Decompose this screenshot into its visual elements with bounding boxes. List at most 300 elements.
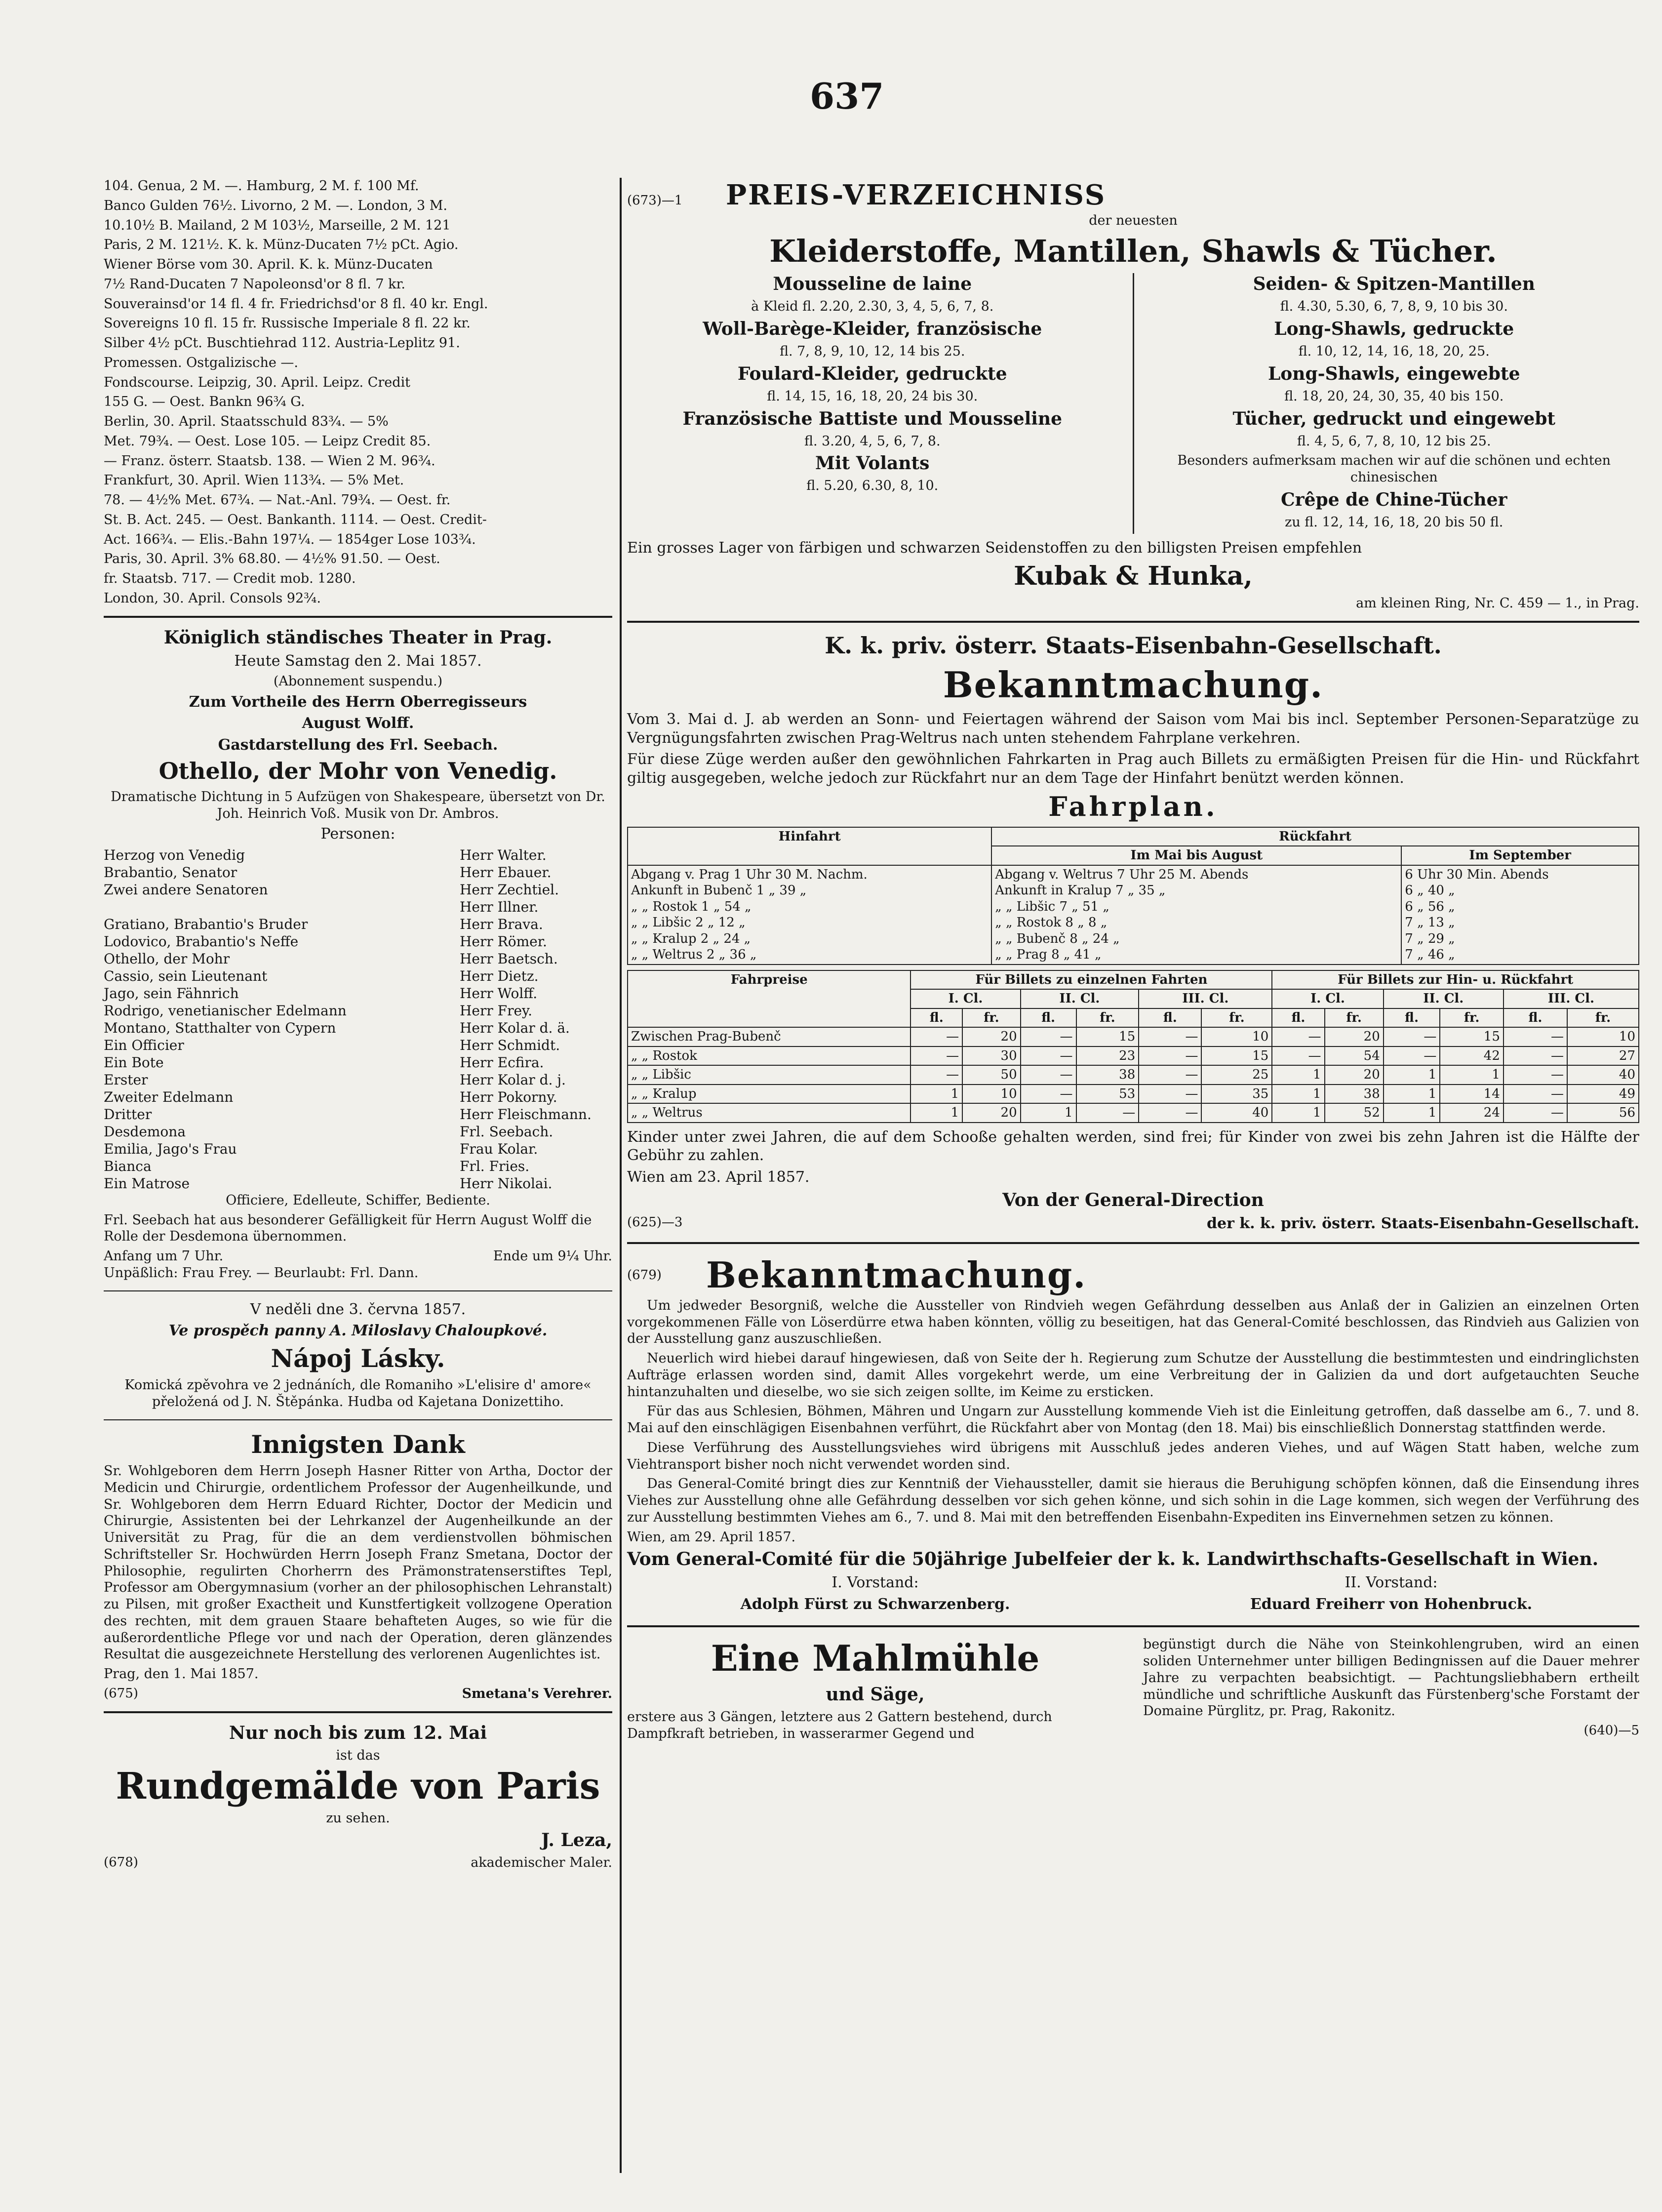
timetable-line: „ „ Weltrus 2 „ 36 „ xyxy=(631,947,757,963)
cast-row xyxy=(104,1140,612,1158)
cast-role xyxy=(104,898,460,916)
mill-ad xyxy=(627,1636,1639,1745)
timetable-line: „ „ Libšic 7 „ 51 „ xyxy=(995,899,1109,914)
unit-fl: fl. xyxy=(1504,1008,1567,1028)
panorama-notice xyxy=(104,1722,612,1872)
divider xyxy=(104,616,612,618)
theatre-guest: Gastdarstellung des Frl. Seebach. xyxy=(218,736,498,754)
cast-role: Gratiano, Brabantio's Bruder xyxy=(104,916,308,932)
route-row xyxy=(628,1065,1639,1085)
exchange-line: 7½ Rand-Ducaten 7 Napoleonsd'or 8 fl. 7 kr. xyxy=(104,276,405,292)
timetable-line: 7 „ 13 „ xyxy=(1405,915,1455,930)
cast-role: Emilia, Jago's Frau xyxy=(104,1140,237,1157)
cast-actor: Herr Walter. xyxy=(460,846,547,863)
exchange-line: Wiener Börse vom 30. April. K. k. Münz-Ducaten xyxy=(104,257,433,272)
cast-actor: Herr Brava. xyxy=(460,916,543,932)
route-price: 40 xyxy=(1201,1103,1272,1123)
preis-item-name: Mit Volants xyxy=(815,453,930,474)
route-price: 20 xyxy=(1325,1027,1384,1046)
route-price: 15 xyxy=(1076,1027,1139,1046)
timetable-line: „ „ Rostok 1 „ 54 „ xyxy=(631,899,752,914)
end-time: Ende um 9¼ Uhr. xyxy=(493,1248,612,1264)
route-price: 1 xyxy=(1384,1065,1440,1085)
route-price: — xyxy=(1504,1027,1567,1046)
preis-address: am kleinen Ring, Nr. C. 459 — 1., in Prag. xyxy=(1356,596,1639,611)
panorama-role: akademischer Maler. xyxy=(471,1855,612,1871)
timetable-line: 7 „ 46 „ xyxy=(1405,947,1455,963)
v2-label: II. Vorstand: xyxy=(1345,1574,1438,1592)
cattle-committee: Vom General-Comité für die 50jährige Jubelfeier der k. k. Landwirthschafts-Gesellschaft in Wien. xyxy=(627,1549,1599,1570)
timetable-line: 6 „ 40 „ xyxy=(1405,883,1455,898)
route-price: — xyxy=(910,1027,962,1046)
cast-actor: Herr Kolar d. j. xyxy=(460,1071,566,1088)
fahrpreise-header: Fahrpreise xyxy=(628,970,910,1028)
timetable-line: Abgang v. Prag 1 Uhr 30 M. Nachm. xyxy=(631,867,868,882)
exchange-line: 78. — 4½% Met. 67¾. — Nat.-Anl. 79¾. — Oest. fr. xyxy=(104,492,451,508)
start-time: Anfang um 7 Uhr. xyxy=(104,1248,224,1264)
route-price: 50 xyxy=(962,1065,1020,1085)
preis-item-name: Woll-Barège-Kleider, französische xyxy=(703,319,1042,339)
panorama-line3: zu sehen. xyxy=(326,1810,390,1826)
preis-item-name: Mousseline de laine xyxy=(773,274,972,295)
cast-row xyxy=(104,1002,612,1019)
railway-company: K. k. priv. österr. Staats-Eisenbahn-Gesellschaft. xyxy=(825,632,1442,659)
route-price: 1 xyxy=(1384,1085,1440,1104)
cast-row xyxy=(104,1106,612,1123)
divider xyxy=(104,1419,612,1420)
thanks-place: Prag, den 1. Mai 1857. xyxy=(104,1666,259,1682)
preis-item-name: Französische Battiste und Mousseline xyxy=(682,408,1063,429)
route-row xyxy=(628,1103,1639,1123)
cattle-paragraph: Diese Verführung des Ausstellungsviehes wird übrigens mit Ausschluß jedes anderen Viehes, und auf Wägen Statt haben, welche zum Viehtransport bisher noch nicht verwendet worden sind. xyxy=(627,1440,1639,1472)
cast-role: Desdemona xyxy=(104,1123,186,1140)
preis-item-price: à Kleid fl. 2.20, 2.30, 3, 4, 5, 6, 7, 8. xyxy=(751,299,994,315)
route-price: 10 xyxy=(1567,1027,1639,1046)
timetable-line: Abgang v. Weltrus 7 Uhr 25 M. Abends xyxy=(995,867,1249,882)
cast-role: Rodrigo, venetianischer Edelmann xyxy=(104,1002,347,1019)
route-price: — xyxy=(910,1046,962,1066)
cast-role: Ein Officier xyxy=(104,1037,184,1053)
timetable-line: „ „ Rostok 8 „ 8 „ xyxy=(995,915,1108,930)
route-price: — xyxy=(1021,1065,1076,1085)
cast-actor: Herr Illner. xyxy=(460,898,539,915)
route-price: 1 xyxy=(1272,1103,1324,1123)
exchange-line: Banco Gulden 76½. Livorno, 2 M. —. London, 3 M. xyxy=(104,198,447,213)
route-price: — xyxy=(1076,1103,1139,1123)
sept-header: Im September xyxy=(1401,846,1639,865)
class-header: III. Cl. xyxy=(1504,989,1639,1008)
route-name: „ „ Kralup xyxy=(628,1085,910,1104)
railway-title: Bekanntmachung. xyxy=(943,664,1324,706)
czech-date: V neděli dne 3. června 1857. xyxy=(250,1300,466,1318)
exchange-line: Paris, 2 M. 121½. K. k. Münz-Ducaten 7½ pCt. Agio. xyxy=(104,237,459,253)
route-body xyxy=(628,1027,1639,1123)
route-price: 1 xyxy=(1272,1065,1324,1085)
cast-row xyxy=(104,933,612,950)
cast-actor: Herr Wolff. xyxy=(460,985,538,1002)
v1-name: Adolph Fürst zu Schwarzenberg. xyxy=(740,1595,1010,1613)
v1-label: I. Vorstand: xyxy=(831,1574,919,1592)
newspaper-page xyxy=(59,30,1639,2183)
cast-role: Jago, sein Fähnrich xyxy=(104,985,239,1002)
exchange-line: — Franz. österr. Staatsb. 138. — Wien 2 M. 96¾. xyxy=(104,453,435,469)
fahrplan-table xyxy=(627,827,1639,965)
einzel-header: Für Billets zu einzelnen Fahrten xyxy=(910,970,1272,990)
thanks-text: Sr. Wohlgeboren dem Herrn Joseph Hasner Ritter von Artha, Doctor der Medicin und Chirurgie, ordentlichem Professor der Augenheilkunde, und Sr. Wohlgeboren dem Herrn Eduard Richter, Doctor der Medicin und Chirurgie, Assistenten bei der Lehrkanzel der Augenheilkunde an der Universität zu Prag, für die an dem verdienstvollen böhmischen Schriftsteller Sr. Hochwürden Herrn Joseph Franz Smetana, Doctor der Philosophie, regulirten Chorherrn des Prämonstratenserstiftes Tepl, Professor am Obergymnasium (vorher an der philosophischen Lehranstalt) zu Pilsen, mit großer Exactheit und Kunstfertigkeit vollzogene Operation des rechten, mit dem grauen Staare behafteten Auges, so wie für die außerordentliche Pflege vor und nach der Operation, deren glänzendes Resultat die ausgezeichnete Herstellung des verlorenen Augenlichtes ist. xyxy=(104,1463,612,1662)
route-price: 20 xyxy=(962,1103,1020,1123)
v2-name: Eduard Freiherr von Hohenbruck. xyxy=(1250,1595,1533,1613)
hinfahrt-list xyxy=(628,865,991,965)
cast-row xyxy=(104,985,612,1002)
cattle-ref: (679) xyxy=(627,1267,662,1283)
route-price: — xyxy=(1504,1046,1567,1066)
preis-title: PREIS-VERZEICHNISS xyxy=(726,179,1107,211)
cast-row xyxy=(104,1071,612,1088)
panorama-name: J. Leza, xyxy=(541,1830,612,1851)
cast-role: Brabantio, Senator xyxy=(104,864,237,881)
theatre-date: Heute Samstag den 2. Mai 1857. xyxy=(234,652,482,670)
cast-actor: Herr Nikolai. xyxy=(460,1175,553,1192)
preis-ad xyxy=(627,178,1639,612)
czech-benefit: Ve prospěch panny A. Miloslavy Chaloupkové. xyxy=(168,1322,548,1339)
cast-actor: Herr Baetsch. xyxy=(460,950,558,967)
route-price: 52 xyxy=(1325,1103,1384,1123)
unit-fl: fl. xyxy=(1021,1008,1076,1028)
cast-row xyxy=(104,916,612,933)
route-price: 42 xyxy=(1440,1046,1504,1066)
route-price: 56 xyxy=(1567,1103,1639,1123)
cast-row xyxy=(104,1037,612,1054)
unit-kr: fr. xyxy=(1440,1008,1504,1028)
mill-ref: (640)—5 xyxy=(1583,1723,1639,1738)
exchange-rates xyxy=(104,178,612,607)
railway-p2: Für diese Züge werden außer den gewöhnlichen Fahrkarten in Prag auch Billets zu ermäßigten Preisen für die Hin- und Rückfahrt giltig ausgegeben, welche jedoch zur Rückfahrt nur an dem Tage der Hinfahrt benützt werden können. xyxy=(627,751,1639,787)
exchange-line: Promessen. Ostgalizische —. xyxy=(104,355,299,370)
preis-item-price: fl. 14, 15, 16, 18, 20, 24 bis 30. xyxy=(767,388,978,404)
mill-subtitle: und Säge, xyxy=(826,1684,925,1705)
cast-actor: Herr Pokorny. xyxy=(460,1088,557,1105)
preis-item-price: fl. 5.20, 6.30, 8, 10. xyxy=(806,478,939,494)
route-price: 1 xyxy=(1021,1103,1076,1123)
preis-item-name: Foulard-Kleider, gedruckte xyxy=(737,363,1007,384)
exchange-line: 10.10½ B. Mailand, 2 M 103½, Marseille, 2 M. 121 xyxy=(104,217,451,233)
cast-row xyxy=(104,1088,612,1106)
timetable-line: Ankunft in Kralup 7 „ 35 „ xyxy=(995,883,1166,898)
route-price: 10 xyxy=(962,1085,1020,1104)
mai-list xyxy=(991,865,1401,965)
theatre-title: Königlich ständisches Theater in Prag. xyxy=(163,627,553,648)
railway-date: Wien am 23. April 1857. xyxy=(627,1168,810,1186)
route-price: 20 xyxy=(1325,1065,1384,1085)
route-price: 10 xyxy=(1201,1027,1272,1046)
class-header: III. Cl. xyxy=(1139,989,1272,1008)
exchange-line: 104. Genua, 2 M. —. Hamburg, 2 M. f. 100 Mf. xyxy=(104,178,419,194)
cast-role: Lodovico, Brabantio's Neffe xyxy=(104,933,299,950)
exchange-line: London, 30. April. Consols 92¾. xyxy=(104,590,321,606)
timetable-line: 6 Uhr 30 Min. Abends xyxy=(1405,867,1549,882)
exchange-line: fr. Staatsb. 717. — Credit mob. 1280. xyxy=(104,571,356,586)
exchange-line: Frankfurt, 30. April. Wien 113¾. — 5% Met. xyxy=(104,473,404,488)
cattle-paragraph: Um jedweder Besorgniß, welche die Aussteller von Rindvieh wegen Gefährdung desselben aus Anlaß der in Galizien an einzelnen Orten vorgekommenen Fälle von Löserdürre etwa haben könnten, völlig zu beseitigen, hat das General-Comité beschlossen, das Rindvieh aus Galizien von der Ausstellung ganz auszuschließen. xyxy=(627,1297,1639,1347)
route-price: — xyxy=(1384,1027,1440,1046)
cast-role: Herzog von Venedig xyxy=(104,846,245,863)
column-divider xyxy=(620,178,622,2173)
route-price: 24 xyxy=(1440,1103,1504,1123)
cast-row xyxy=(104,1175,612,1192)
cattle-title: Bekanntmachung. xyxy=(706,1253,1087,1296)
cast-actor: Herr Fleischmann. xyxy=(460,1106,592,1123)
unit-fl: fl. xyxy=(910,1008,962,1028)
route-price: 54 xyxy=(1325,1046,1384,1066)
cast-role: Bianca xyxy=(104,1158,152,1174)
route-price: 20 xyxy=(962,1027,1020,1046)
mill-title: Eine Mahlmühle xyxy=(711,1637,1040,1680)
timetable-line: Ankunft in Bubenč 1 „ 39 „ xyxy=(631,883,807,898)
railway-p3: Kinder unter zwei Jahren, die auf dem Schooße gehalten werden, sind frei; für Kinder von zwei bis zehn Jahren ist die Hälfte der Gebühr zu zahlen. xyxy=(627,1128,1639,1165)
cast-actor: Herr Ecfira. xyxy=(460,1054,544,1071)
rueckfahrt-header: Rückfahrt xyxy=(991,827,1639,846)
route-price: 35 xyxy=(1201,1085,1272,1104)
unit-fl: fl. xyxy=(1272,1008,1324,1028)
route-price: 15 xyxy=(1440,1027,1504,1046)
route-name: „ „ Libšic xyxy=(628,1065,910,1085)
cast-row xyxy=(104,881,612,898)
class-header: II. Cl. xyxy=(1384,989,1504,1008)
cast-role: Montano, Statthalter von Cypern xyxy=(104,1019,336,1036)
route-price: — xyxy=(1504,1065,1567,1085)
cast-row xyxy=(104,950,612,967)
fahrplan-title: Fahrplan. xyxy=(1048,791,1218,823)
theatre-benefit: Zum Vortheile des Herrn Oberregisseurs xyxy=(189,693,527,711)
railway-from2: der k. k. priv. österr. Staats-Eisenbahn-Gesellschaft. xyxy=(1207,1215,1639,1233)
route-price: 53 xyxy=(1076,1085,1139,1104)
persons-header: Personen: xyxy=(320,825,396,843)
divider xyxy=(104,1290,612,1291)
theatre-benefit-name: August Wolff. xyxy=(302,715,414,732)
preis-item-name: Crêpe de Chine-Tücher xyxy=(1281,489,1507,510)
route-price: — xyxy=(1139,1103,1201,1123)
preis-item-name: Tücher, gedruckt und eingewebt xyxy=(1232,408,1556,429)
cattle-paragraph: Für das aus Schlesien, Böhmen, Mähren und Ungarn zur Ausstellung kommende Vieh ist die Einleitung getroffen, daß dasselbe am 6., 7. und 8. Mai auf den einschlägigen Eisenbahnen verführt, die Rückfahrt aber von Montag (den 18. Mai) bis einschließlich Donnerstag stattfinden werde. xyxy=(627,1404,1639,1436)
timetable-line: „ „ Libšic 2 „ 12 „ xyxy=(631,915,746,930)
cattle-paragraph: Neuerlich wird hiebei darauf hingewiesen, daß von Seite der h. Regierung zum Schutze der Ausstellung die bestimmtesten und eindringlichsten Aufträge erlassen worden sind, damit Alles vorgekehrt werde, um eine Verbreitung der in Galizien da und dort aufgetauchten Seuche hintanzuhalten und dieselbe, wo sie sich zeigen sollte, im Keime zu ersticken. xyxy=(627,1351,1639,1400)
czech-description: Komická zpěvohra ve 2 jednáních, dle Romaniho »L'elisire d' amore« přeložená od J. N. Štěpánka. Hudba od Kajetana Donizettiho. xyxy=(124,1377,592,1409)
timetable-line: „ „ Kralup 2 „ 24 „ xyxy=(631,931,751,946)
divider xyxy=(627,1625,1639,1627)
mai-header: Im Mai bis August xyxy=(991,846,1401,865)
route-price: — xyxy=(1139,1085,1201,1104)
preis-item-price: fl. 4, 5, 6, 7, 8, 10, 12 bis 25. xyxy=(1297,433,1491,449)
cast-role: Othello, der Mohr xyxy=(104,950,230,967)
route-price: 38 xyxy=(1076,1065,1139,1085)
route-price: — xyxy=(1139,1046,1201,1066)
unit-fl: fl. xyxy=(1139,1008,1201,1028)
preis-left-items xyxy=(627,273,1118,533)
route-price: — xyxy=(1504,1085,1567,1104)
preis-item-name: Seiden- & Spitzen-Mantillen xyxy=(1253,274,1535,295)
hinfahrt-header: Hinfahrt xyxy=(628,827,991,865)
thanks-title: Innigsten Dank xyxy=(251,1429,465,1459)
preis-item-price: fl. 4.30, 5.30, 6, 7, 8, 9, 10 bis 30. xyxy=(1280,299,1508,315)
preis-item-price: Besonders aufmerksam machen wir auf die schönen und echten chinesischen xyxy=(1177,453,1611,485)
exchange-line: Berlin, 30. April. Staatsschuld 83¾. — 5% xyxy=(104,414,389,429)
route-price: 27 xyxy=(1567,1046,1639,1066)
play-title: Othello, der Mohr von Venedig. xyxy=(158,758,557,785)
route-price: 30 xyxy=(962,1046,1020,1066)
class-header: I. Cl. xyxy=(910,989,1020,1008)
railway-ref: (625)—3 xyxy=(627,1215,683,1230)
exchange-line: Act. 166¾. — Elis.-Bahn 197¼. — 1854ger Lose 103¾. xyxy=(104,531,476,547)
preis-subtitle: der neuesten xyxy=(1089,213,1178,228)
panorama-line1: Nur noch bis zum 12. Mai xyxy=(229,1722,487,1743)
cast-role: Dritter xyxy=(104,1106,152,1123)
cast-actor: Frau Kolar. xyxy=(460,1140,538,1157)
timetable-line: 6 „ 56 „ xyxy=(1405,899,1455,914)
preis-headline: Kleiderstoffe, Mantillen, Shawls & Tücher. xyxy=(769,233,1497,269)
exchange-line: 155 G. — Oest. Bankn 96¾ G. xyxy=(104,394,305,410)
cast-row xyxy=(104,1019,612,1037)
railway-p1: Vom 3. Mai d. J. ab werden an Sonn- und Feiertagen während der Saison vom Mai bis incl. September Personen-Separatzüge zu Vergnügungsfahrten zwischen Prag-Weltrus nach unten stehendem Fahrplane verkehren. xyxy=(627,711,1639,747)
route-price: 40 xyxy=(1567,1065,1639,1085)
theatre-notice xyxy=(104,627,612,1282)
route-name: Zwischen Prag-Bubenč xyxy=(628,1027,910,1046)
class-header: II. Cl. xyxy=(1021,989,1139,1008)
route-price: — xyxy=(1384,1046,1440,1066)
page-number: 637 xyxy=(810,75,884,117)
route-row xyxy=(628,1027,1639,1046)
cattle-notice xyxy=(627,1253,1639,1617)
route-price: 49 xyxy=(1567,1085,1639,1104)
exchange-line: Souverainsd'or 14 fl. 4 fr. Friedrichsd'or 8 fl. 40 kr. Engl. xyxy=(104,296,488,312)
right-column xyxy=(627,178,1639,1745)
unit-kr: fr. xyxy=(1201,1008,1272,1028)
route-price: 14 xyxy=(1440,1085,1504,1104)
preis-item-price: fl. 7, 8, 9, 10, 12, 14 bis 25. xyxy=(780,344,965,359)
route-name: „ „ Weltrus xyxy=(628,1103,910,1123)
unwell-note: Unpäßlich: Frau Frey. — Beurlaubt: Frl. Dann. xyxy=(104,1265,419,1281)
cast-actor: Herr Dietz. xyxy=(460,967,539,984)
route-price: — xyxy=(1021,1046,1076,1066)
mill-text-left: erstere aus 3 Gängen, letztere aus 2 Gattern bestehend, durch Dampfkraft betrieben, in wasserarmer Gegend und xyxy=(627,1709,1052,1741)
cast-row xyxy=(104,1054,612,1071)
divider xyxy=(627,1242,1639,1244)
cast-row xyxy=(104,1158,612,1175)
preis-item-price: fl. 10, 12, 14, 16, 18, 20, 25. xyxy=(1298,344,1490,359)
cast-row xyxy=(104,1123,612,1140)
cattle-date: Wien, am 29. April 1857. xyxy=(627,1529,796,1545)
czech-notice xyxy=(104,1300,612,1410)
unit-fl: fl. xyxy=(1384,1008,1440,1028)
cast-actor: Herr Ebauer. xyxy=(460,864,552,881)
route-price: 1 xyxy=(1440,1065,1504,1085)
unit-kr: fr. xyxy=(1325,1008,1384,1028)
railway-notice xyxy=(627,632,1639,1233)
exchange-line: St. B. Act. 245. — Oest. Bankanth. 1114. — Oest. Credit- xyxy=(104,512,487,527)
left-column xyxy=(104,178,612,1871)
route-row xyxy=(628,1085,1639,1104)
thanks-signature: Smetana's Verehrer. xyxy=(462,1686,612,1701)
cast-role: Erster xyxy=(104,1071,148,1088)
preis-footer: Ein grosses Lager von färbigen und schwarzen Seidenstoffen zu den billigsten Preisen empfehlen xyxy=(627,539,1362,557)
panorama-line2: ist das xyxy=(336,1747,380,1763)
hinrueck-header: Für Billets zur Hin- u. Rückfahrt xyxy=(1272,970,1639,990)
route-price: 38 xyxy=(1325,1085,1384,1104)
preis-right-items xyxy=(1149,273,1640,533)
cast-actor: Frl. Fries. xyxy=(460,1158,530,1174)
route-price: 23 xyxy=(1076,1046,1139,1066)
cast-extras: Officiere, Edelleute, Schiffer, Bediente. xyxy=(226,1192,490,1208)
theatre-abonnement: (Abonnement suspendu.) xyxy=(273,674,443,689)
cast-row xyxy=(104,898,612,916)
route-price: — xyxy=(1272,1027,1324,1046)
cast-actor: Herr Römer. xyxy=(460,933,547,950)
thanks-ref: (675) xyxy=(104,1686,138,1701)
exchange-line: Paris, 30. April. 3% 68.80. — 4½% 91.50. — Oest. xyxy=(104,551,440,567)
cattle-paragraph: Das General-Comité bringt dies zur Kenntniß der Viehaussteller, damit sie hieraus die Beruhigung schöpfen können, daß die Einsendung ihres Viehes zur Ausstellung ohne alle Gefährdung desselben vor sich gehen könne, und sich sohin in die Lage kommen, sich wegen der Verführung des zur Ausstellung bestimmten Viehes am 6., 7. und 8. Mai mit den betreffenden Eisenbahn-Expediten ins Einvernehmen setzen zu können. xyxy=(627,1476,1639,1525)
cast-row xyxy=(104,846,612,864)
route-price: — xyxy=(1272,1046,1324,1066)
cast-row xyxy=(104,967,612,985)
mill-text-right: begünstigt durch die Nähe von Steinkohlengruben, wird an einen soliden Unternehmer unter billigen Bedingnissen auf die Dauer mehrer Jahre zu verpachten beabsichtigt. — Pachtungsliebhabern ertheilt mündliche und schriftliche Auskunft das Fürstenberg'sche Forstamt der Domaine Pürglitz, pr. Prag, Rakonitz. xyxy=(1143,1637,1639,1719)
thanks-notice xyxy=(104,1429,612,1702)
divider xyxy=(104,1711,612,1713)
cast-role: Ein Matrose xyxy=(104,1175,190,1192)
cast-actor: Frl. Seebach. xyxy=(460,1123,554,1140)
play-description: Dramatische Dichtung in 5 Aufzügen von Shakespeare, übersetzt von Dr. Joh. Heinrich Voß. Musik von Dr. Ambros. xyxy=(111,789,605,821)
route-price: — xyxy=(1504,1103,1567,1123)
cast-note: Frl. Seebach hat aus besonderer Gefälligkeit für Herrn August Wolff die Rolle der Desdemona übernommen. xyxy=(104,1212,592,1245)
route-price: — xyxy=(1139,1027,1201,1046)
preis-ref: (673)—1 xyxy=(627,193,683,208)
exchange-line: Fondscourse. Leipzig, 30. April. Leipz. Credit xyxy=(104,374,411,390)
preis-item-price: zu fl. 12, 14, 16, 18, 20 bis 50 fl. xyxy=(1285,514,1504,530)
preis-firm: Kubak & Hunka, xyxy=(1014,561,1253,591)
exchange-line: Met. 79¾. — Oest. Lose 105. — Leipz Credit 85. xyxy=(104,433,431,449)
route-price: 1 xyxy=(910,1103,962,1123)
sept-list xyxy=(1401,865,1639,965)
cattle-paragraphs xyxy=(627,1297,1639,1526)
unit-kr: fr. xyxy=(1076,1008,1139,1028)
route-price: 25 xyxy=(1201,1065,1272,1085)
czech-title: Nápoj Lásky. xyxy=(271,1343,445,1373)
cast-actor: Herr Zechtiel. xyxy=(460,881,559,898)
route-name: „ „ Rostok xyxy=(628,1046,910,1066)
railway-from: Von der General-Direction xyxy=(1002,1190,1264,1211)
unit-kr: fr. xyxy=(1567,1008,1639,1028)
route-price: 1 xyxy=(910,1085,962,1104)
fahrpreise-table xyxy=(627,970,1639,1123)
cast-role: Zwei andere Senatoren xyxy=(104,881,268,898)
divider xyxy=(627,621,1639,623)
preis-item-name: Long-Shawls, eingewebte xyxy=(1267,363,1520,384)
route-price: — xyxy=(1139,1065,1201,1085)
cast-role: Zweiter Edelmann xyxy=(104,1088,234,1105)
exchange-line: Sovereigns 10 fl. 15 fr. Russische Imperiale 8 fl. 22 kr. xyxy=(104,316,471,331)
route-price: — xyxy=(1021,1027,1076,1046)
unit-kr: fr. xyxy=(962,1008,1020,1028)
timetable-line: „ „ Bubenč 8 „ 24 „ xyxy=(995,931,1120,946)
class-header: I. Cl. xyxy=(1272,989,1383,1008)
timetable-line: „ „ Prag 8 „ 41 „ xyxy=(995,947,1102,963)
cast-actor: Herr Frey. xyxy=(460,1002,533,1019)
cast-role: Ein Bote xyxy=(104,1054,164,1071)
route-price: 1 xyxy=(1272,1085,1324,1104)
cast-role: Cassio, sein Lieutenant xyxy=(104,967,268,984)
cast-actor: Herr Schmidt. xyxy=(460,1037,560,1053)
cast-row xyxy=(104,864,612,881)
route-price: 1 xyxy=(1384,1103,1440,1123)
cast-list xyxy=(104,846,612,1192)
